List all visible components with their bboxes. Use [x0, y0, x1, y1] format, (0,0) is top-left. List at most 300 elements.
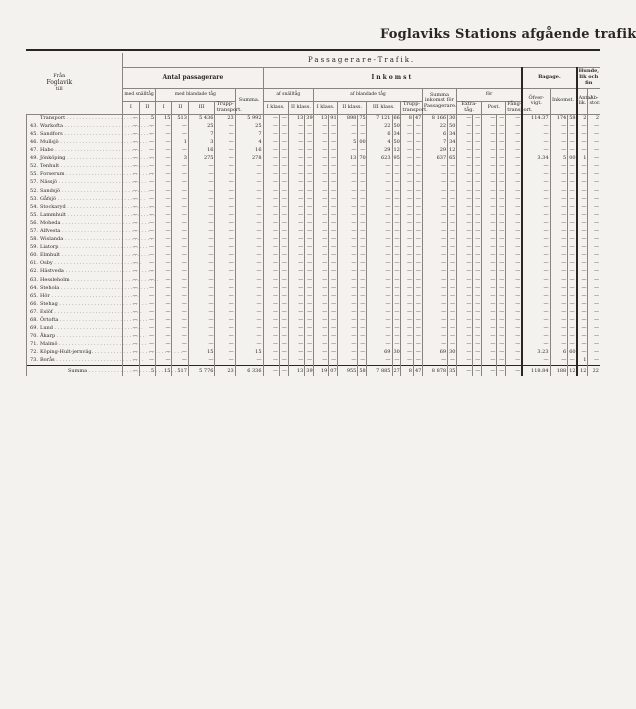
- cell-value: —: [577, 309, 588, 317]
- cell-value: —: [482, 325, 497, 333]
- cell-value: —: [235, 317, 263, 325]
- cell-value: —: [215, 244, 235, 252]
- cell-value: —: [367, 212, 392, 220]
- cell-value: —: [588, 284, 600, 292]
- cell-value: 8 166: [422, 114, 447, 123]
- cell-value: —: [422, 276, 447, 284]
- leader-dots: [64, 268, 153, 274]
- cell-value: —: [456, 139, 472, 147]
- cell-value: —: [367, 341, 392, 349]
- cell-value: —: [263, 268, 279, 276]
- cell-value: —: [215, 171, 235, 179]
- cell-value: —: [569, 122, 575, 129]
- for-col-extra: Extra-tåg.: [456, 102, 481, 115]
- cell-value: —: [456, 163, 472, 171]
- cell-value: —: [413, 260, 422, 268]
- cell-value: —: [413, 244, 422, 252]
- cell-value: 4: [235, 139, 263, 147]
- cell-value: —: [215, 228, 235, 236]
- cell-value: —: [235, 228, 263, 236]
- cell-value: —: [569, 308, 575, 315]
- row-number: 68.: [30, 317, 38, 324]
- cell-value: —: [506, 333, 522, 341]
- count-blandade-group: med blandade tåg: [156, 89, 236, 102]
- cell-value: —: [569, 333, 575, 340]
- cell-value: —: [156, 187, 172, 195]
- cell-value: 6: [367, 131, 392, 139]
- cell-value: 637: [422, 155, 447, 163]
- cell-value: —: [156, 204, 172, 212]
- row-station: [27, 341, 123, 349]
- cell-value: —: [506, 260, 522, 268]
- cell-value: —: [473, 349, 482, 357]
- cell-value: —: [588, 301, 600, 309]
- row-station: [27, 220, 123, 228]
- cell-value: —: [497, 155, 506, 163]
- cell-value: —: [497, 187, 506, 195]
- cell-value: —: [235, 357, 263, 366]
- cell-value: —: [305, 123, 314, 131]
- cell-value: —: [577, 284, 588, 292]
- cell-value: —: [522, 293, 550, 301]
- cell-value: —: [235, 293, 263, 301]
- cell-value: —: [456, 220, 472, 228]
- row-number: 70.: [30, 333, 38, 340]
- cell-value: —: [482, 179, 497, 187]
- cell-value: —: [550, 228, 568, 236]
- cell-value: —: [506, 139, 522, 147]
- cell-value: —: [288, 187, 304, 195]
- cell-value: —: [279, 276, 288, 284]
- table-row: [27, 171, 601, 179]
- cell-value: —: [305, 187, 314, 195]
- cell-value: —: [215, 260, 235, 268]
- row-station-name: Tenhult: [40, 163, 60, 170]
- cell-value: —: [156, 171, 172, 179]
- cell-value: —: [172, 195, 188, 203]
- cell-value: —: [215, 309, 235, 317]
- cell-value: —: [123, 357, 139, 366]
- cell-value: 623: [367, 155, 392, 163]
- row-station: [27, 187, 123, 195]
- cell-value: —: [392, 244, 401, 252]
- cell-value: —: [456, 114, 472, 123]
- cell-value: —: [448, 325, 457, 333]
- cell-value: —: [288, 228, 304, 236]
- cell-value: —: [401, 341, 414, 349]
- cell-value: —: [522, 268, 550, 276]
- cell-value: —: [448, 171, 457, 179]
- cell-value: —: [139, 276, 155, 284]
- income-snall-group: af snälltåg: [263, 89, 314, 102]
- cell-value: —: [188, 301, 215, 309]
- cell-value: —: [482, 349, 497, 357]
- cell-value: —: [550, 333, 568, 341]
- row-station: [27, 155, 123, 163]
- cell-value: —: [156, 163, 172, 171]
- cell-value: —: [235, 212, 263, 220]
- cell-value: —: [263, 252, 279, 260]
- cell-value: —: [588, 244, 600, 252]
- cell-value: —: [263, 179, 279, 187]
- cell-value: —: [367, 325, 392, 333]
- cell-value: —: [279, 139, 288, 147]
- leader-dots: [64, 171, 153, 177]
- cell-value: 955: [338, 366, 358, 377]
- cell-value: —: [338, 171, 358, 179]
- cell-value: —: [577, 301, 588, 309]
- cell-value: —: [305, 325, 314, 333]
- cell-value: —: [482, 366, 497, 377]
- cell-value: —: [288, 260, 304, 268]
- cell-value: —: [215, 341, 235, 349]
- cell-value: —: [279, 236, 288, 244]
- cell-value: —: [473, 236, 482, 244]
- cell-value: —: [139, 349, 155, 357]
- row-station-name: Örtofta: [40, 317, 59, 324]
- cell-value: —: [123, 244, 139, 252]
- cell-value: —: [329, 179, 338, 187]
- cell-value: 898: [338, 114, 358, 123]
- cell-value: —: [456, 317, 472, 325]
- cell-value: —: [422, 301, 447, 309]
- cell-value: —: [188, 163, 215, 171]
- cell-value: 3: [188, 139, 215, 147]
- row-station: [27, 309, 123, 317]
- cell-value: —: [338, 301, 358, 309]
- cell-value: —: [482, 147, 497, 155]
- cell-value: —: [235, 163, 263, 171]
- row-number: 47.: [30, 147, 38, 154]
- leader-dots: [54, 147, 143, 153]
- cell-value: —: [413, 163, 422, 171]
- cell-value: —: [367, 357, 392, 366]
- cell-value: —: [413, 171, 422, 179]
- cell-value: 7: [235, 131, 263, 139]
- cell-value: —: [577, 220, 588, 228]
- cell-value: —: [215, 123, 235, 131]
- cell-value: —: [338, 357, 358, 366]
- cell-value: —: [550, 341, 568, 349]
- cell-value: —: [473, 309, 482, 317]
- baggage-ofvervigt-header: Öfver-vigt.: [522, 89, 550, 115]
- cell-value: —: [497, 366, 506, 377]
- cell-value: —: [314, 155, 329, 163]
- for-col-post: Post.: [482, 102, 506, 115]
- cell-value: —: [305, 244, 314, 252]
- cell-value: —: [367, 179, 392, 187]
- row-station: [27, 317, 123, 325]
- cell-value: 12: [449, 147, 456, 154]
- cell-value: —: [123, 204, 139, 212]
- cell-value: —: [506, 123, 522, 131]
- cell-value: —: [550, 301, 568, 309]
- cell-value: —: [288, 341, 304, 349]
- cell-value: —: [329, 341, 338, 349]
- cell-value: 13: [288, 366, 304, 377]
- cell-value: —: [522, 325, 550, 333]
- count-snall-group: med snälltåg: [123, 89, 156, 102]
- table-row: [27, 114, 601, 123]
- cell-value: —: [123, 228, 139, 236]
- cell-value: —: [588, 341, 600, 349]
- row-number: 55.: [30, 171, 38, 178]
- cell-value: —: [456, 309, 472, 317]
- cell-value: —: [522, 139, 550, 147]
- cell-value: —: [156, 317, 172, 325]
- cell-value: 517: [172, 366, 188, 377]
- cell-value: —: [569, 195, 575, 202]
- cell-value: —: [506, 171, 522, 179]
- cell-value: —: [314, 252, 329, 260]
- cell-value: 13: [314, 114, 329, 123]
- cell-value: —: [522, 333, 550, 341]
- cell-value: —: [156, 147, 172, 155]
- cell-value: 34: [449, 130, 456, 137]
- cell-value: —: [522, 123, 550, 131]
- cell-value: —: [367, 333, 392, 341]
- cell-value: —: [569, 300, 575, 307]
- cell-value: —: [338, 260, 358, 268]
- cell-value: —: [413, 131, 422, 139]
- cell-value: —: [506, 325, 522, 333]
- cell-value: —: [215, 301, 235, 309]
- cell-value: 16: [235, 147, 263, 155]
- cell-value: —: [588, 317, 600, 325]
- cell-value: —: [456, 260, 472, 268]
- row-station-name: Habo: [40, 147, 54, 154]
- cell-value: —: [156, 325, 172, 333]
- cell-value: —: [482, 341, 497, 349]
- cell-value: —: [139, 147, 155, 155]
- cell-value: —: [288, 268, 304, 276]
- cell-value: —: [263, 333, 279, 341]
- cell-value: —: [139, 171, 155, 179]
- cell-value: —: [422, 212, 447, 220]
- cell-value: —: [392, 317, 401, 325]
- cell-value: —: [577, 333, 588, 341]
- row-number: 66.: [30, 300, 38, 307]
- cell-value: —: [279, 317, 288, 325]
- leader-dots: [66, 212, 155, 218]
- cell-value: —: [139, 155, 155, 163]
- row-number: 71.: [30, 341, 38, 348]
- cell-value: —: [550, 284, 568, 292]
- cell-value: —: [156, 301, 172, 309]
- cell-value: —: [288, 155, 304, 163]
- cell-value: 47: [413, 366, 422, 377]
- cell-value: —: [401, 171, 414, 179]
- cell-value: —: [358, 131, 367, 139]
- cell-value: —: [456, 301, 472, 309]
- cell-value: 70: [359, 155, 366, 162]
- cell-value: —: [550, 147, 568, 155]
- count-summa-header: Summa.: [235, 89, 263, 115]
- traffic-ledger: [26, 53, 600, 376]
- row-station-name: Lammhult: [40, 211, 66, 218]
- cell-value: —: [172, 309, 188, 317]
- cell-value: —: [497, 260, 506, 268]
- cell-value: —: [288, 349, 304, 357]
- cell-value: —: [279, 268, 288, 276]
- cell-value: —: [215, 357, 235, 366]
- row-number: 52.: [30, 187, 38, 194]
- cell-value: —: [506, 155, 522, 163]
- cell-value: —: [305, 236, 314, 244]
- cell-value: —: [569, 317, 575, 324]
- cell-value: 58: [569, 114, 576, 121]
- cell-value: —: [392, 301, 401, 309]
- row-station-name: Jönköping: [40, 155, 66, 162]
- row-station-name: Forserum: [40, 171, 65, 178]
- cell-value: 3.23: [522, 349, 550, 357]
- cell-value: 69: [422, 349, 447, 357]
- table-row: [27, 212, 601, 220]
- cell-value: —: [367, 171, 392, 179]
- cell-value: —: [413, 349, 422, 357]
- cell-value: —: [448, 220, 457, 228]
- cell-value: —: [215, 252, 235, 260]
- cell-value: —: [305, 276, 314, 284]
- cell-value: —: [215, 179, 235, 187]
- cell-value: —: [401, 139, 414, 147]
- cell-value: —: [139, 236, 155, 244]
- cell-value: 5: [550, 155, 568, 163]
- cell-value: —: [235, 252, 263, 260]
- cell-value: —: [473, 131, 482, 139]
- cell-value: —: [367, 252, 392, 260]
- table-row: [27, 236, 601, 244]
- cell-value: —: [497, 220, 506, 228]
- cell-value: —: [456, 268, 472, 276]
- cell-value: —: [392, 260, 401, 268]
- cell-value: —: [338, 179, 358, 187]
- leader-dots: [66, 204, 155, 210]
- cell-value: —: [172, 171, 188, 179]
- cell-value: —: [305, 195, 314, 203]
- table-row: [27, 341, 601, 349]
- cell-value: —: [288, 301, 304, 309]
- cell-value: —: [588, 260, 600, 268]
- cell-value: —: [473, 333, 482, 341]
- cell-value: —: [188, 171, 215, 179]
- cell-value: —: [482, 260, 497, 268]
- cell-value: —: [279, 123, 288, 131]
- cell-value: —: [123, 349, 139, 357]
- cell-value: —: [588, 212, 600, 220]
- row-station-name: Eslöf: [40, 308, 53, 315]
- cell-value: —: [569, 203, 575, 210]
- cell-value: 00: [359, 138, 366, 145]
- cell-value: —: [448, 284, 457, 292]
- cell-value: —: [413, 228, 422, 236]
- cell-value: —: [482, 317, 497, 325]
- cell-value: —: [172, 325, 188, 333]
- cell-value: —: [288, 284, 304, 292]
- cell-value: —: [279, 212, 288, 220]
- cell-value: —: [305, 139, 314, 147]
- cell-value: —: [156, 212, 172, 220]
- table-row: [27, 244, 601, 252]
- cell-value: —: [392, 325, 401, 333]
- for-col-fang: Fång-transport.: [507, 101, 533, 113]
- row-station-name: Sandfors: [40, 130, 63, 137]
- cell-value: —: [235, 204, 263, 212]
- cell-value: —: [288, 139, 304, 147]
- cell-value: —: [235, 171, 263, 179]
- cell-value: —: [314, 284, 329, 292]
- table-row: [27, 301, 601, 309]
- table-row: [27, 195, 601, 203]
- cell-value: —: [139, 341, 155, 349]
- cell-value: —: [188, 268, 215, 276]
- cell-value: —: [413, 195, 422, 203]
- cell-value: —: [506, 301, 522, 309]
- cell-value: —: [358, 284, 367, 292]
- cell-value: —: [413, 357, 422, 366]
- cell-value: 58: [358, 366, 367, 377]
- cell-value: —: [392, 341, 401, 349]
- cell-value: —: [577, 341, 588, 349]
- cell-value: —: [358, 293, 367, 301]
- income-summa-header: Summa inkomst för Passagerare.: [422, 89, 456, 115]
- row-number: 56.: [30, 219, 38, 226]
- cell-value: 22: [588, 366, 600, 377]
- table-row: [27, 276, 601, 284]
- cell-value: 5: [139, 114, 155, 123]
- cell-value: —: [279, 293, 288, 301]
- cell-value: —: [314, 179, 329, 187]
- cell-value: —: [263, 147, 279, 155]
- cell-value: —: [473, 268, 482, 276]
- cell-value: —: [367, 236, 392, 244]
- cell-value: —: [456, 179, 472, 187]
- cell-value: —: [506, 252, 522, 260]
- cell-value: —: [263, 357, 279, 366]
- cell-value: —: [522, 204, 550, 212]
- cell-value: —: [288, 333, 304, 341]
- cell-value: —: [577, 317, 588, 325]
- cell-value: —: [506, 131, 522, 139]
- to-label: till: [55, 85, 63, 92]
- table-row: [27, 325, 601, 333]
- cell-value: —: [172, 260, 188, 268]
- cell-value: —: [358, 171, 367, 179]
- cell-value: —: [401, 163, 414, 171]
- cell-value: —: [497, 349, 506, 357]
- cell-value: —: [338, 147, 358, 155]
- row-station: [27, 325, 123, 333]
- cell-value: —: [401, 220, 414, 228]
- cell-value: —: [235, 301, 263, 309]
- cell-value: —: [279, 131, 288, 139]
- cell-value: 4: [367, 139, 392, 147]
- cell-value: —: [305, 333, 314, 341]
- cell-value: —: [188, 252, 215, 260]
- row-station-name: Mullsjö: [40, 138, 59, 145]
- cell-value: —: [172, 220, 188, 228]
- cell-value: —: [456, 366, 472, 377]
- cell-value: —: [588, 357, 600, 366]
- row-number: 57.: [30, 179, 38, 186]
- cell-value: —: [172, 317, 188, 325]
- cell-value: —: [139, 325, 155, 333]
- cell-value: —: [314, 204, 329, 212]
- cell-value: —: [279, 349, 288, 357]
- cell-value: —: [482, 220, 497, 228]
- cell-value: 8 878: [422, 366, 447, 377]
- cell-value: —: [482, 187, 497, 195]
